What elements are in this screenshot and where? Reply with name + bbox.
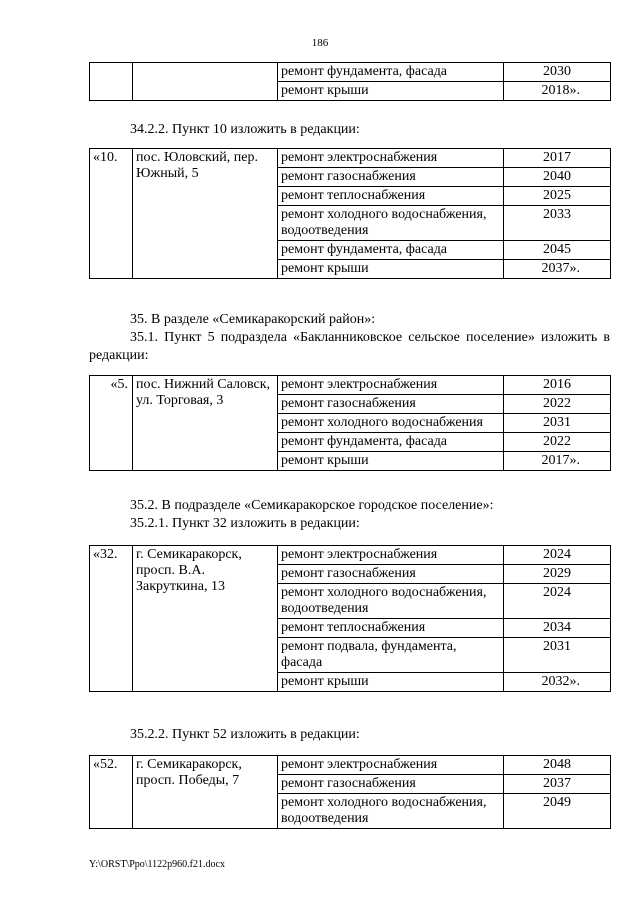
table-item-52 <box>89 755 611 829</box>
work-cell: ремонт электроснабжения <box>278 376 504 395</box>
year-cell: 2040 <box>504 168 611 187</box>
work-cell: ремонт теплоснабжения <box>278 619 504 638</box>
work-cell: ремонт крыши <box>278 82 504 101</box>
paragraph-34-2-2: 34.2.2. Пункт 10 изложить в редакции: <box>130 122 360 137</box>
year-cell: 2018». <box>504 82 611 101</box>
year-cell: 2029 <box>504 565 611 584</box>
year-cell: 2030 <box>504 63 611 82</box>
work-cell: ремонт газоснабжения <box>278 168 504 187</box>
year-cell: 2045 <box>504 241 611 260</box>
work-cell: ремонт крыши <box>278 673 504 692</box>
table-item-5 <box>89 375 611 471</box>
year-cell: 2037 <box>504 775 611 794</box>
year-cell: 2022 <box>504 395 611 414</box>
address-cell: г. Семикаракорск, просп. В.А. Закруткина, 13 <box>133 546 278 692</box>
year-cell: 2025 <box>504 187 611 206</box>
address-cell: г. Семикаракорск, просп. Победы, 7 <box>133 756 278 829</box>
year-cell: 2031 <box>504 638 611 673</box>
address-cell: пос. Юловский, пер. Южный, 5 <box>133 149 278 279</box>
number-cell: «32. <box>90 546 133 692</box>
page-number: 186 <box>311 37 329 49</box>
number-cell <box>90 63 133 101</box>
year-cell: 2017». <box>504 452 611 471</box>
paragraph-35-2-2: 35.2.2. Пункт 52 изложить в редакции: <box>130 727 360 742</box>
year-cell: 2032». <box>504 673 611 692</box>
work-cell: ремонт фундамента, фасада <box>278 63 504 82</box>
table-row <box>90 376 611 395</box>
year-cell: 2031 <box>504 414 611 433</box>
table-row <box>90 149 611 168</box>
work-cell: ремонт крыши <box>278 452 504 471</box>
number-cell: «10. <box>90 149 133 279</box>
table-continuation <box>89 62 611 101</box>
year-cell: 2033 <box>504 206 611 241</box>
year-cell: 2016 <box>504 376 611 395</box>
year-cell: 2022 <box>504 433 611 452</box>
work-cell: ремонт электроснабжения <box>278 756 504 775</box>
work-cell: ремонт холодного водоснабжения, водоотведения <box>278 794 504 829</box>
year-cell: 2017 <box>504 149 611 168</box>
paragraph-35-2: 35.2. В подразделе «Семикаракорское городское поселение»: <box>130 498 494 513</box>
work-cell: ремонт крыши <box>278 260 504 279</box>
work-cell: ремонт газоснабжения <box>278 775 504 794</box>
work-cell: ремонт подвала, фундамента, фасада <box>278 638 504 673</box>
address-cell: пос. Нижний Саловск, ул. Торговая, 3 <box>133 376 278 471</box>
paragraph-35-2-1: 35.2.1. Пункт 32 изложить в редакции: <box>130 516 360 531</box>
table-row <box>90 546 611 565</box>
table-item-10 <box>89 148 611 279</box>
year-cell: 2024 <box>504 584 611 619</box>
footer-file-path: Y:\ORST\Ppo\1122p960.f21.docx <box>89 859 225 870</box>
year-cell: 2049 <box>504 794 611 829</box>
work-cell: ремонт электроснабжения <box>278 546 504 565</box>
paragraph-35-1-text: 35.1. Пункт 5 подраздела «Бакланниковское сельское поселение» изложить в редакции: <box>89 330 610 363</box>
paragraph-35: 35. В разделе «Семикаракорский район»: <box>130 312 376 327</box>
work-cell: ремонт холодного водоснабжения, водоотведения <box>278 206 504 241</box>
work-cell: ремонт газоснабжения <box>278 565 504 584</box>
table-item-32 <box>89 545 611 692</box>
work-cell: ремонт холодного водоснабжения <box>278 414 504 433</box>
year-cell: 2024 <box>504 546 611 565</box>
work-cell: ремонт фундамента, фасада <box>278 241 504 260</box>
year-cell: 2048 <box>504 756 611 775</box>
year-cell: 2034 <box>504 619 611 638</box>
work-cell: ремонт фундамента, фасада <box>278 433 504 452</box>
work-cell: ремонт газоснабжения <box>278 395 504 414</box>
number-cell: «5. <box>90 376 133 471</box>
address-cell <box>133 63 278 101</box>
work-cell: ремонт холодного водоснабжения, водоотведения <box>278 584 504 619</box>
table-row <box>90 63 611 82</box>
number-cell: «52. <box>90 756 133 829</box>
work-cell: ремонт электроснабжения <box>278 149 504 168</box>
paragraph-35-1 <box>89 329 610 365</box>
table-row <box>90 756 611 775</box>
work-cell: ремонт теплоснабжения <box>278 187 504 206</box>
year-cell: 2037». <box>504 260 611 279</box>
